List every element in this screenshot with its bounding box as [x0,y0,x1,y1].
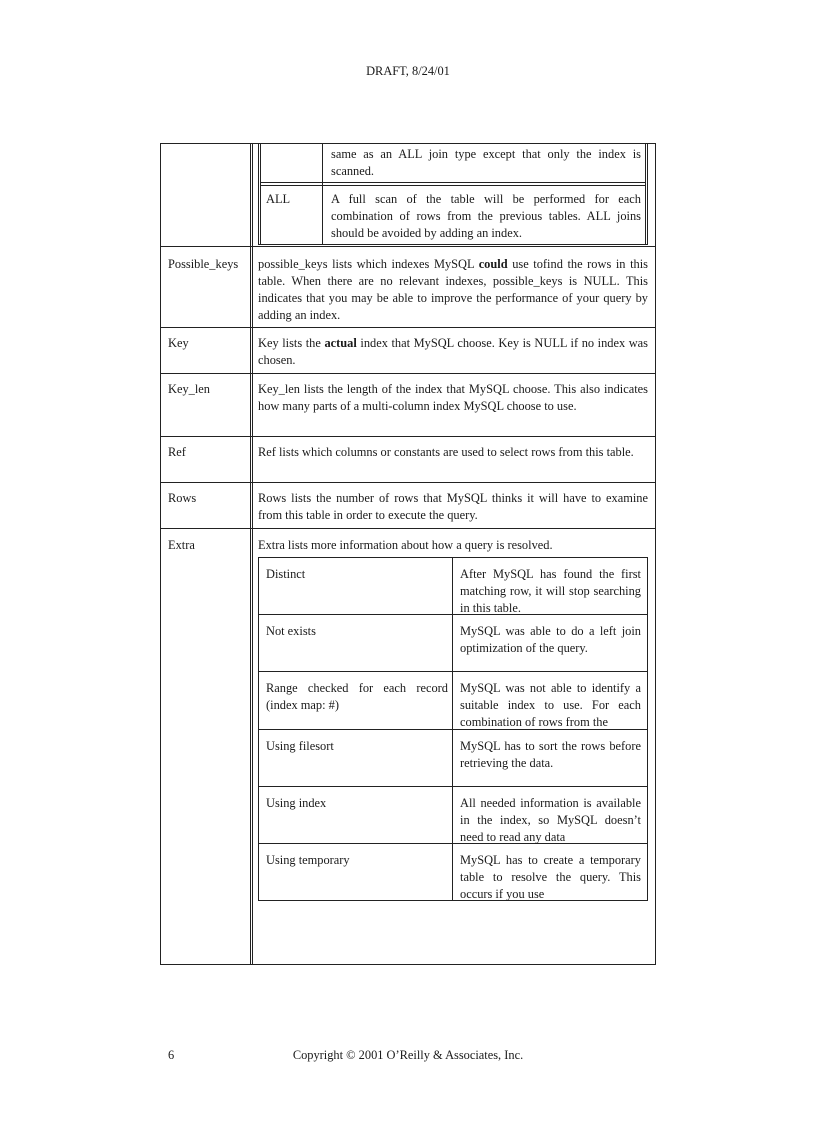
text-run: index that MySQL choose. Key is NULL if no index was chosen. [258,336,649,367]
extra-item-description: MySQL was not able to identify a suitable index to use. For each combination of rows from the [460,681,641,729]
text-run: Key lists the [258,336,325,350]
extra-item-name: Using index [266,796,327,810]
column-divider [250,143,251,965]
join-type-col-divider [322,143,323,245]
page-header: DRAFT, 8/24/01 [366,64,450,78]
row-label-extra: Extra [168,538,195,552]
extra-item-description: MySQL has to sort the rows before retrieving the data. [460,739,641,770]
join-type-table-edge [645,143,646,245]
join-type-description: A full scan of the table will be performed for each combination of rows from the previous tables. ALL joins should be avoided by adding an index. [331,192,641,240]
emphasis: could [478,257,508,271]
extra-item-description: After MySQL has found the first matching row, it will stop searching in this table. [460,567,641,615]
extra-item-name: Range checked for each record (index map: #) [266,681,448,712]
text-run: possible_keys lists which indexes MySQL [258,257,479,271]
extra-item-name: Using filesort [266,739,334,753]
row-divider [160,528,656,529]
page-number: 6 [168,1048,175,1062]
row-divider [160,482,656,483]
row-divider [160,373,656,374]
extra-item-description: All needed information is available in the index, so MySQL doesn’t need to read any data [460,796,641,844]
extra-item-name: Using temporary [266,853,350,867]
extra-item-description: MySQL has to create a temporary table to resolve the query. This occurs if you use [460,853,641,901]
text-run: use tofind the rows in this table. When there are no relevant indexes, possible_keys is NULL. This indicates that you may be able to improve the performance of your query by adding an index. [258,257,648,322]
join-type-table-edge [260,143,261,245]
row-label-ref: Ref [168,445,186,459]
emphasis: actual [324,336,357,350]
join-type-name: ALL [266,192,291,206]
row-text-rows: Rows lists the number of rows that MySQL thinks it will have to examine from this table in order to execute the query. [258,491,648,522]
row-divider [160,246,656,247]
row-text-ref: Ref lists which columns or constants are used to select rows from this table. [258,445,634,459]
row-text-key-len: Key_len lists the length of the index that MySQL choose. This also indicates how many parts of a multi-column index MySQL choose to use. [258,382,648,413]
row-divider [160,436,656,437]
row-text-extra: Extra lists more information about how a query is resolved. [258,538,553,552]
extra-item-name: Distinct [266,567,306,581]
join-type-row-divider [260,185,646,186]
copyright-notice: Copyright © 2001 O’Reilly & Associates, Inc. [292,1048,524,1062]
row-text-key [258,335,648,369]
join-type-row-divider [260,182,646,183]
column-divider-double [252,143,253,965]
row-label-possible-keys: Possible_keys [168,257,239,271]
join-type-description: same as an ALL join type except that only the index is scanned. [331,147,641,178]
row-label-key-len: Key_len [168,382,210,396]
row-text-possible-keys [258,256,648,324]
row-label-rows: Rows [168,491,197,505]
extra-item-description: MySQL was able to do a left join optimization of the query. [460,624,641,655]
row-divider [160,327,656,328]
row-label-key: Key [168,336,189,350]
extra-item-name: Not exists [266,624,316,638]
